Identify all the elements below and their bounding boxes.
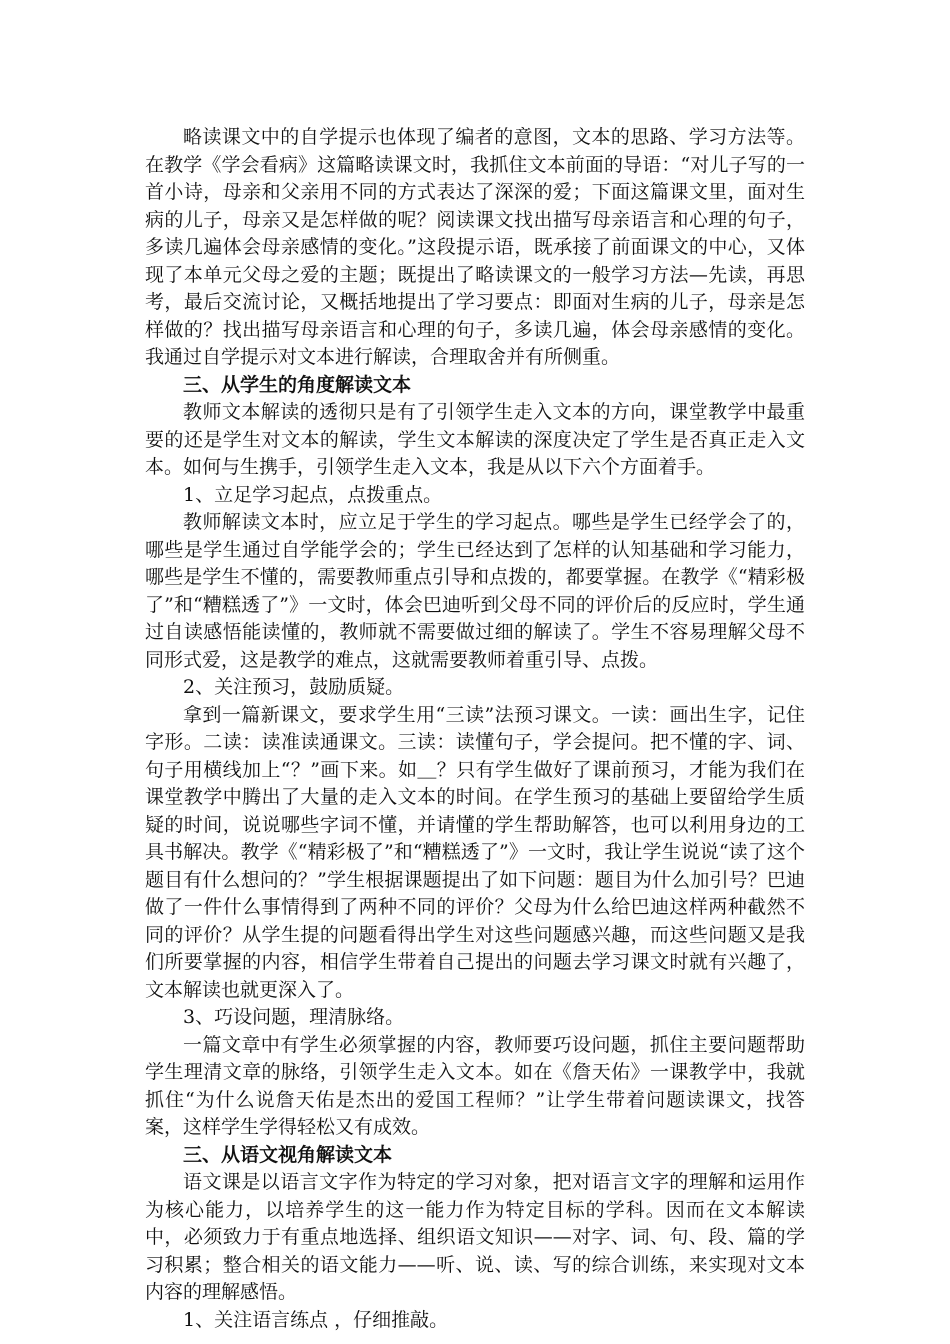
document-page <box>145 124 805 1334</box>
section-heading: 三、从语文视角解读文本 <box>183 1143 393 1166</box>
subheading: 1、关注语言练点 ，仔细推敲。 <box>183 1308 449 1331</box>
subheading: 3、巧设问题，理清脉络。 <box>183 1006 405 1028</box>
paragraph: 教师文本解读的透彻只是有了引领学生走入文本的方向，课堂教学中最重要的还是学生对文本的解读，学生文本解读的深度决定了学生是否真正走入文本。如何与生携手，引领学生走入文本，我是从以下六个方面着手。 <box>145 401 805 478</box>
paragraph: 略读课文中的自学提示也体现了编者的意图，文本的思路、学习方法等。在教学《学会看病》这篇略读课文时，我抓住文本前面的导语：“对儿子写的一首小诗，母亲和父亲用不同的方式表达了深深的爱；下面这篇课文里，面对生病的儿子，母亲又是怎样做的呢？阅读课文找出描写母亲语言和心理的句子，多读几遍体会母亲感情的变化。”这段提示语，既承接了前面课文的中心，又体现了本单元父母之爱的主题；既提出了略读课文的一般学习方法—先读，再思考，最后交流讨论，又概括地提出了学习要点：即面对生病的儿子，母亲是怎样做的？找出描写母亲语言和心理的句子，多读几遍，体会母亲感情的变化。我通过自学提示对文本进行解读，合理取舍并有所侧重。 <box>145 126 805 368</box>
paragraph: 语文课是以语言文字作为特定的学习对象，把对语言文字的理解和运用作为核心能力，以培养学生的这一能力作为特定目标的学科。因而在文本解读中，必须致力于有重点地选择、组织语文知识——对字、词、句、段、篇的学习积累；整合相关的语文能力——听、说、读、写的综合训练，来实现对文本内容的理解感悟。 <box>145 1171 805 1303</box>
paragraph: 拿到一篇新课文，要求学生用“三读”法预习课文。一读：画出生字，记住字形。二读：读准读通课文。三读：读懂句子，学会提问。把不懂的字、词、句子用横线加上“？”画下来。如＿？只有学生做好了课前预习，才能为我们在课堂教学中腾出了大量的走入文本的时间。在学生预习的基础上要留给学生质疑的时间，说说哪些字词不懂，并请懂的学生帮助解答，也可以利用身边的工具书解决。教学《“精彩极了”和“糟糕透了”》一文时，我让学生说说“读了这个题目有什么想问的？”学生根据课题提出了如下问题：题目为什么加引号？巴迪做了一件什么事情得到了两种不同的评价？父母为什么给巴迪这样两种截然不同的评价？从学生提的问题看得出学生对这些问题感兴趣，而这些问题又是我们所要掌握的内容，相信学生带着自己提出的问题去学习课文时就有兴趣了，文本解读也就更深入了。 <box>145 703 805 1001</box>
section-heading: 三、从学生的角度解读文本 <box>183 373 412 396</box>
subheading: 2、关注预习，鼓励质疑。 <box>183 676 405 698</box>
subheading: 1、立足学习起点，点拨重点。 <box>183 483 443 506</box>
paragraph: 一篇文章中有学生必须掌握的内容，教师要巧设问题，抓住主要问题帮助学生理清文章的脉络，引领学生走入文本。如在《詹天佑》一课教学中，我就抓住“为什么说詹天佑是杰出的爱国工程师？”让学生带着问题读课文，找答案，这样学生学得轻松又有成效。 <box>145 1033 805 1138</box>
paragraph: 教师解读文本时，应立足于学生的学习起点。哪些是学生已经学会了的，哪些是学生通过自学能学会的；学生已经达到了怎样的认知基础和学习能力，哪些是学生不懂的，需要教师重点引导和点拨的，都要掌握。在教学《“精彩极了”和“糟糕透了”》一文时，体会巴迪听到父母不同的评价后的反应时，学生通过自读感悟能读懂的，教师就不需要做过细的解读了。学生不容易理解父母不同形式爱，这是教学的难点，这就需要教师着重引导、点拨。 <box>145 511 805 671</box>
